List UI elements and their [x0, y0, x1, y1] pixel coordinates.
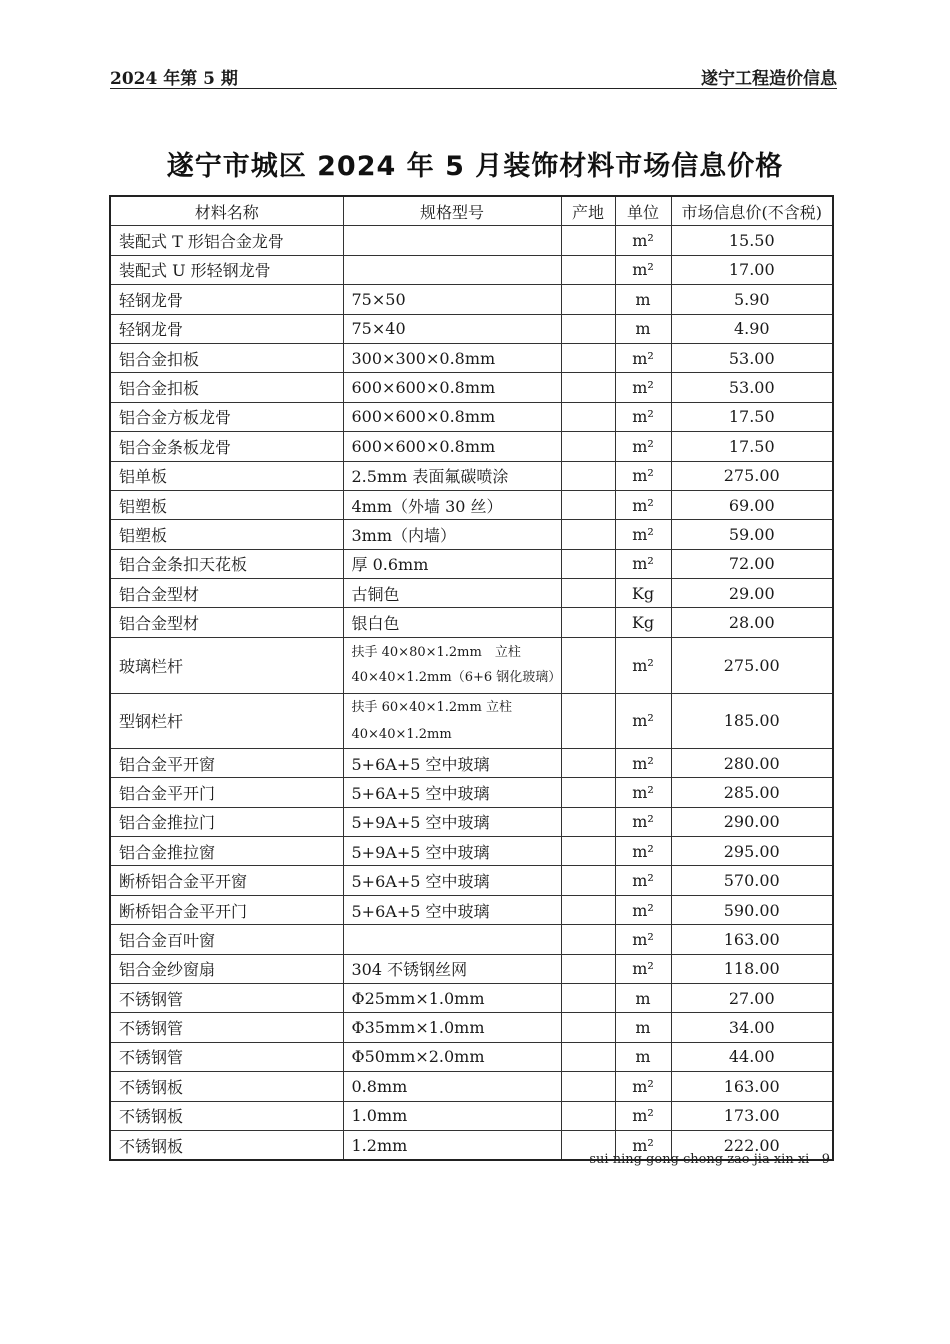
- cell-origin: [561, 226, 615, 255]
- cell-price: 163.00: [671, 1072, 833, 1101]
- cell-unit: m²: [615, 1130, 671, 1160]
- cell-spec: 300×300×0.8mm: [343, 343, 561, 372]
- cell-spec: 1.0mm: [343, 1101, 561, 1130]
- cell-unit: m²: [615, 895, 671, 924]
- cell-unit: m²: [615, 637, 671, 693]
- cell-spec: 5+6A+5 空中玻璃: [343, 778, 561, 807]
- cell-origin: [561, 895, 615, 924]
- column-header-name: 材料名称: [110, 196, 343, 226]
- cell-origin: [561, 608, 615, 637]
- cell-spec: 5+9A+5 空中玻璃: [343, 807, 561, 836]
- price-table: [109, 195, 834, 1161]
- cell-unit: m²: [615, 807, 671, 836]
- cell-origin: [561, 748, 615, 777]
- cell-origin: [561, 285, 615, 314]
- cell-unit: m²: [615, 925, 671, 954]
- cell-price: 295.00: [671, 837, 833, 866]
- cell-origin: [561, 637, 615, 693]
- table-row: [110, 402, 833, 431]
- cell-origin: [561, 255, 615, 284]
- cell-price: 17.00: [671, 255, 833, 284]
- table-row: [110, 748, 833, 777]
- table-row: [110, 1072, 833, 1101]
- table-row: [110, 226, 833, 255]
- cell-spec: 5+9A+5 空中玻璃: [343, 837, 561, 866]
- cell-price: 118.00: [671, 954, 833, 983]
- cell-price: 222.00: [671, 1130, 833, 1160]
- table-row: [110, 285, 833, 314]
- cell-material-name: 不锈钢板: [110, 1130, 343, 1160]
- table-row: [110, 983, 833, 1012]
- cell-spec: Φ35mm×1.0mm: [343, 1013, 561, 1042]
- cell-unit: m²: [615, 520, 671, 549]
- cell-unit: m²: [615, 866, 671, 895]
- table-row: [110, 693, 833, 748]
- cell-material-name: 装配式 U 形轻钢龙骨: [110, 255, 343, 284]
- cell-origin: [561, 373, 615, 402]
- cell-price: 29.00: [671, 579, 833, 608]
- cell-unit: m²: [615, 837, 671, 866]
- cell-material-name: 铝合金平开窗: [110, 748, 343, 777]
- table-row: [110, 314, 833, 343]
- cell-unit: m²: [615, 402, 671, 431]
- cell-spec: 厚 0.6mm: [343, 549, 561, 578]
- cell-material-name: 铝合金方板龙骨: [110, 402, 343, 431]
- cell-origin: [561, 579, 615, 608]
- cell-unit: m²: [615, 549, 671, 578]
- cell-spec: 4mm（外墙 30 丝）: [343, 490, 561, 519]
- cell-origin: [561, 778, 615, 807]
- cell-spec: [343, 226, 561, 255]
- cell-price: 275.00: [671, 461, 833, 490]
- cell-spec: [343, 925, 561, 954]
- table-row: [110, 549, 833, 578]
- cell-price: 173.00: [671, 1101, 833, 1130]
- cell-price: 185.00: [671, 693, 833, 748]
- page-footer: [589, 1152, 830, 1167]
- cell-price: 53.00: [671, 343, 833, 372]
- cell-price: 17.50: [671, 432, 833, 461]
- table-row: [110, 1013, 833, 1042]
- cell-material-name: 铝合金平开门: [110, 778, 343, 807]
- cell-material-name: 断桥铝合金平开窗: [110, 866, 343, 895]
- table-row: [110, 520, 833, 549]
- table-row: [110, 895, 833, 924]
- cell-spec: 扶手 60×40×1.2mm 立柱 40×40×1.2mm: [343, 693, 561, 748]
- footer-text: sui ning gong cheng zao jia xin xi: [589, 1152, 810, 1167]
- cell-unit: m²: [615, 748, 671, 777]
- cell-unit: m²: [615, 954, 671, 983]
- table-row: [110, 807, 833, 836]
- cell-unit: m: [615, 1013, 671, 1042]
- cell-price: 275.00: [671, 637, 833, 693]
- cell-spec: 3mm（内墙）: [343, 520, 561, 549]
- cell-material-name: 铝塑板: [110, 490, 343, 519]
- cell-unit: m: [615, 314, 671, 343]
- page-number: 9: [821, 1152, 830, 1167]
- cell-spec: 5+6A+5 空中玻璃: [343, 895, 561, 924]
- cell-origin: [561, 837, 615, 866]
- cell-unit: m²: [615, 1072, 671, 1101]
- table-row: [110, 608, 833, 637]
- cell-price: 4.90: [671, 314, 833, 343]
- cell-origin: [561, 925, 615, 954]
- cell-material-name: 装配式 T 形铝合金龙骨: [110, 226, 343, 255]
- cell-unit: m²: [615, 461, 671, 490]
- table-row: [110, 373, 833, 402]
- cell-origin: [561, 432, 615, 461]
- cell-material-name: 铝塑板: [110, 520, 343, 549]
- cell-spec: Φ50mm×2.0mm: [343, 1042, 561, 1071]
- cell-spec: 600×600×0.8mm: [343, 402, 561, 431]
- cell-spec: 0.8mm: [343, 1072, 561, 1101]
- cell-unit: m: [615, 285, 671, 314]
- cell-origin: [561, 693, 615, 748]
- table-row: [110, 255, 833, 284]
- cell-spec: Φ25mm×1.0mm: [343, 983, 561, 1012]
- cell-material-name: 不锈钢管: [110, 983, 343, 1012]
- cell-material-name: 型钢栏杆: [110, 693, 343, 748]
- cell-price: 53.00: [671, 373, 833, 402]
- cell-price: 570.00: [671, 866, 833, 895]
- cell-price: 44.00: [671, 1042, 833, 1071]
- cell-price: 28.00: [671, 608, 833, 637]
- cell-material-name: 铝合金推拉窗: [110, 837, 343, 866]
- cell-origin: [561, 1101, 615, 1130]
- cell-origin: [561, 866, 615, 895]
- cell-spec: 1.2mm: [343, 1130, 561, 1160]
- cell-material-name: 铝合金百叶窗: [110, 925, 343, 954]
- cell-unit: m²: [615, 373, 671, 402]
- cell-material-name: 不锈钢管: [110, 1013, 343, 1042]
- cell-origin: [561, 1072, 615, 1101]
- table-row: [110, 954, 833, 983]
- cell-unit: m²: [615, 343, 671, 372]
- cell-unit: Kg: [615, 579, 671, 608]
- table-row: [110, 490, 833, 519]
- cell-spec: 银白色: [343, 608, 561, 637]
- cell-origin: [561, 954, 615, 983]
- cell-origin: [561, 1042, 615, 1071]
- cell-price: 280.00: [671, 748, 833, 777]
- cell-unit: m: [615, 983, 671, 1012]
- table-row: [110, 866, 833, 895]
- cell-price: 15.50: [671, 226, 833, 255]
- table-row: [110, 837, 833, 866]
- table-header-row: [110, 196, 833, 226]
- cell-material-name: 玻璃栏杆: [110, 637, 343, 693]
- table-row: [110, 778, 833, 807]
- cell-material-name: 不锈钢板: [110, 1101, 343, 1130]
- cell-price: 59.00: [671, 520, 833, 549]
- cell-material-name: 断桥铝合金平开门: [110, 895, 343, 924]
- cell-price: 285.00: [671, 778, 833, 807]
- page-header: [110, 60, 837, 89]
- cell-origin: [561, 1013, 615, 1042]
- cell-material-name: 铝合金扣板: [110, 373, 343, 402]
- cell-spec: 600×600×0.8mm: [343, 373, 561, 402]
- cell-origin: [561, 402, 615, 431]
- cell-spec: 扶手 40×80×1.2mm 立柱 40×40×1.2mm（6+6 钢化玻璃）: [343, 637, 561, 693]
- cell-material-name: 不锈钢板: [110, 1072, 343, 1101]
- cell-unit: Kg: [615, 608, 671, 637]
- cell-origin: [561, 490, 615, 519]
- issue-label: 2024 年第 5 期: [110, 69, 238, 89]
- cell-unit: m²: [615, 778, 671, 807]
- table-row: [110, 432, 833, 461]
- column-header-price: 市场信息价(不含税): [671, 196, 833, 226]
- cell-spec: 古铜色: [343, 579, 561, 608]
- table-row: [110, 579, 833, 608]
- cell-price: 72.00: [671, 549, 833, 578]
- cell-price: 290.00: [671, 807, 833, 836]
- cell-material-name: 铝单板: [110, 461, 343, 490]
- cell-origin: [561, 520, 615, 549]
- cell-price: 590.00: [671, 895, 833, 924]
- cell-spec: 5+6A+5 空中玻璃: [343, 748, 561, 777]
- publication-title: 遂宁工程造价信息: [701, 69, 837, 89]
- table-row: [110, 1042, 833, 1071]
- cell-origin: [561, 983, 615, 1012]
- cell-origin: [561, 549, 615, 578]
- cell-unit: m²: [615, 255, 671, 284]
- cell-origin: [561, 807, 615, 836]
- cell-spec: 304 不锈钢丝网: [343, 954, 561, 983]
- cell-spec: 5+6A+5 空中玻璃: [343, 866, 561, 895]
- cell-material-name: 轻钢龙骨: [110, 285, 343, 314]
- cell-material-name: 铝合金扣板: [110, 343, 343, 372]
- cell-unit: m²: [615, 1101, 671, 1130]
- cell-spec: 2.5mm 表面氟碳喷涂: [343, 461, 561, 490]
- cell-origin: [561, 314, 615, 343]
- page-title: 遂宁市城区 2024 年 5 月装饰材料市场信息价格: [166, 151, 784, 182]
- table-row: [110, 343, 833, 372]
- cell-material-name: 铝合金纱窗扇: [110, 954, 343, 983]
- cell-unit: m²: [615, 490, 671, 519]
- cell-material-name: 铝合金型材: [110, 579, 343, 608]
- cell-price: 27.00: [671, 983, 833, 1012]
- cell-spec: 600×600×0.8mm: [343, 432, 561, 461]
- cell-price: 163.00: [671, 925, 833, 954]
- cell-unit: m²: [615, 693, 671, 748]
- table-row: [110, 925, 833, 954]
- cell-material-name: 铝合金推拉门: [110, 807, 343, 836]
- column-header-spec: 规格型号: [343, 196, 561, 226]
- column-header-origin: 产地: [561, 196, 615, 226]
- cell-spec: 75×50: [343, 285, 561, 314]
- cell-origin: [561, 461, 615, 490]
- table-row: [110, 461, 833, 490]
- cell-price: 34.00: [671, 1013, 833, 1042]
- cell-material-name: 铝合金型材: [110, 608, 343, 637]
- cell-material-name: 铝合金条扣天花板: [110, 549, 343, 578]
- cell-material-name: 铝合金条板龙骨: [110, 432, 343, 461]
- cell-spec: 75×40: [343, 314, 561, 343]
- table-row: [110, 1101, 833, 1130]
- cell-unit: m: [615, 1042, 671, 1071]
- cell-unit: m²: [615, 226, 671, 255]
- cell-price: 5.90: [671, 285, 833, 314]
- cell-material-name: 轻钢龙骨: [110, 314, 343, 343]
- table-row: [110, 637, 833, 693]
- cell-price: 69.00: [671, 490, 833, 519]
- cell-material-name: 不锈钢管: [110, 1042, 343, 1071]
- cell-price: 17.50: [671, 402, 833, 431]
- cell-spec: [343, 255, 561, 284]
- column-header-unit: 单位: [615, 196, 671, 226]
- cell-origin: [561, 343, 615, 372]
- cell-unit: m²: [615, 432, 671, 461]
